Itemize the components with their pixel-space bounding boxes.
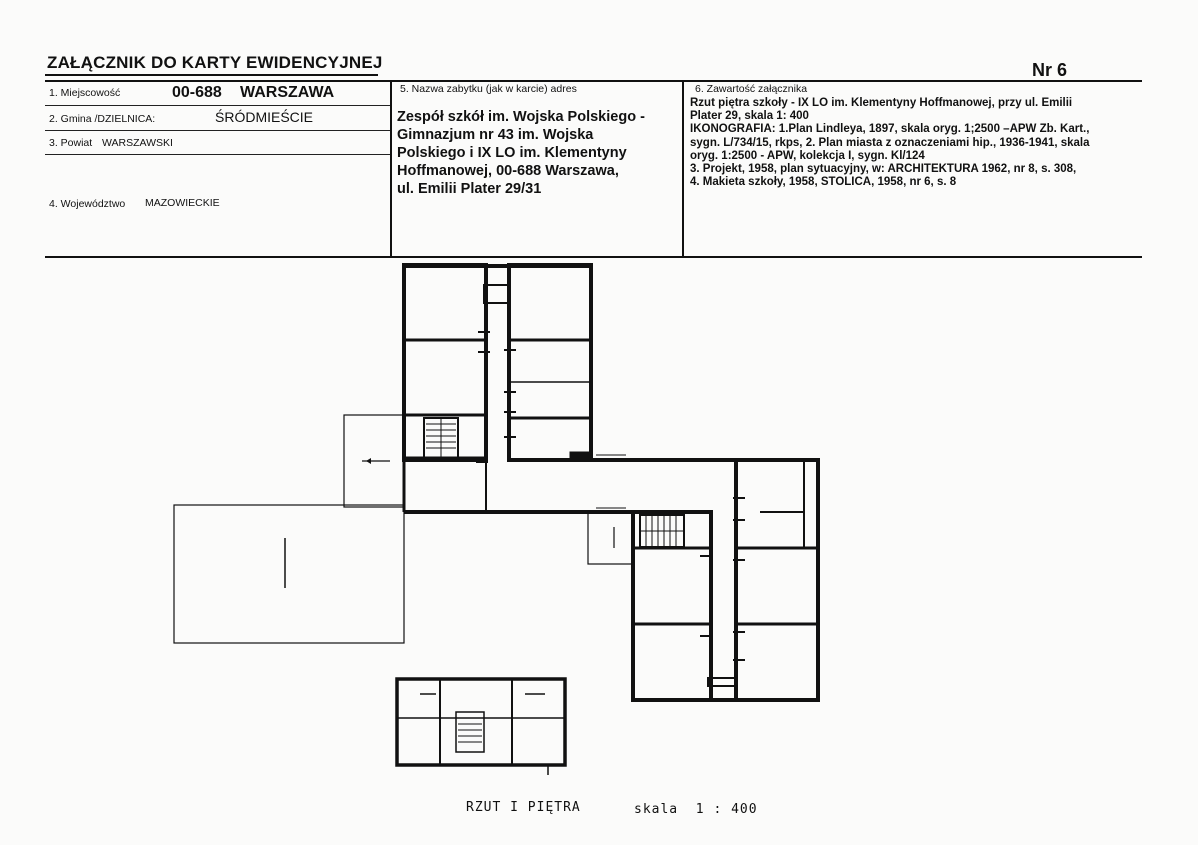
north-wing-west-rooms <box>404 265 486 460</box>
county-value: WARSZAWSKI <box>102 137 173 149</box>
district-value: ŚRÓDMIEŚCIE <box>215 109 314 125</box>
contents-line: IKONOGRAFIA: 1.Plan Lindleya, 1897, skala oryg. 1;2500 –APW Zb. Kart., <box>690 123 1090 136</box>
monument-name-line: Polskiego i IX LO im. Klementyny <box>397 145 627 161</box>
monument-name-line: Hoffmanowej, 00-688 Warszawa, <box>397 163 619 179</box>
contents-line: sygn. L/734/15, rkps, 2. Plan miasta z oznaczeniami hip., 1936-1941, skala <box>690 136 1090 149</box>
monument-name-line: ul. Emilii Plater 29/31 <box>397 181 542 197</box>
contents-line: oryg. 1:2500 - APW, kolekcja I, sygn. Kl/124 <box>690 149 925 162</box>
document-title: ZAŁĄCZNIK DO KARTY EWIDENCYJNEJ <box>47 53 383 72</box>
attachment-number: Nr 6 <box>1032 60 1068 80</box>
field-4-label: 4. Województwo <box>49 198 126 210</box>
drawing-caption: RZUT I PIĘTRA <box>466 800 581 815</box>
contents-line: Plater 29, skala 1: 400 <box>690 110 809 123</box>
field-5-label: 5. Nazwa zabytku (jak w karcie) adres <box>400 83 577 95</box>
monument-name-line: Zespół szkół im. Wojska Polskiego - <box>397 109 645 125</box>
west-terrace <box>174 505 404 643</box>
field-1-label: 1. Miejscowość <box>49 87 121 99</box>
voivodeship-value: MAZOWIECKIE <box>145 197 220 209</box>
north-wing-east-rooms <box>509 265 591 460</box>
south-wing-west-rooms <box>633 512 711 700</box>
locality-value: WARSZAWA <box>240 84 335 101</box>
field-6-label: 6. Zawartość załącznika <box>695 83 808 95</box>
south-wing-east-rooms <box>736 460 818 700</box>
contents-line: 4. Makieta szkoły, 1958, STOLICA, 1958, nr 6, s. 8 <box>690 176 957 189</box>
contents-line: 3. Projekt, 1958, plan sytuacyjny, w: ARCHITEKTURA 1962, nr 8, s. 308, <box>690 163 1077 176</box>
monument-name-line: Gimnazjum nr 43 im. Wojska <box>397 127 594 143</box>
field-2-label: 2. Gmina /DZIELNICA: <box>49 113 156 125</box>
field-3-label: 3. Powiat <box>49 137 93 149</box>
contents-line: Rzut piętra szkoły - IX LO im. Klementyny Hoffmanowej, przy ul. Emilii <box>690 97 1073 109</box>
postal-code: 00-688 <box>172 84 222 101</box>
drawing-scale: skala 1 : 400 <box>634 802 758 817</box>
